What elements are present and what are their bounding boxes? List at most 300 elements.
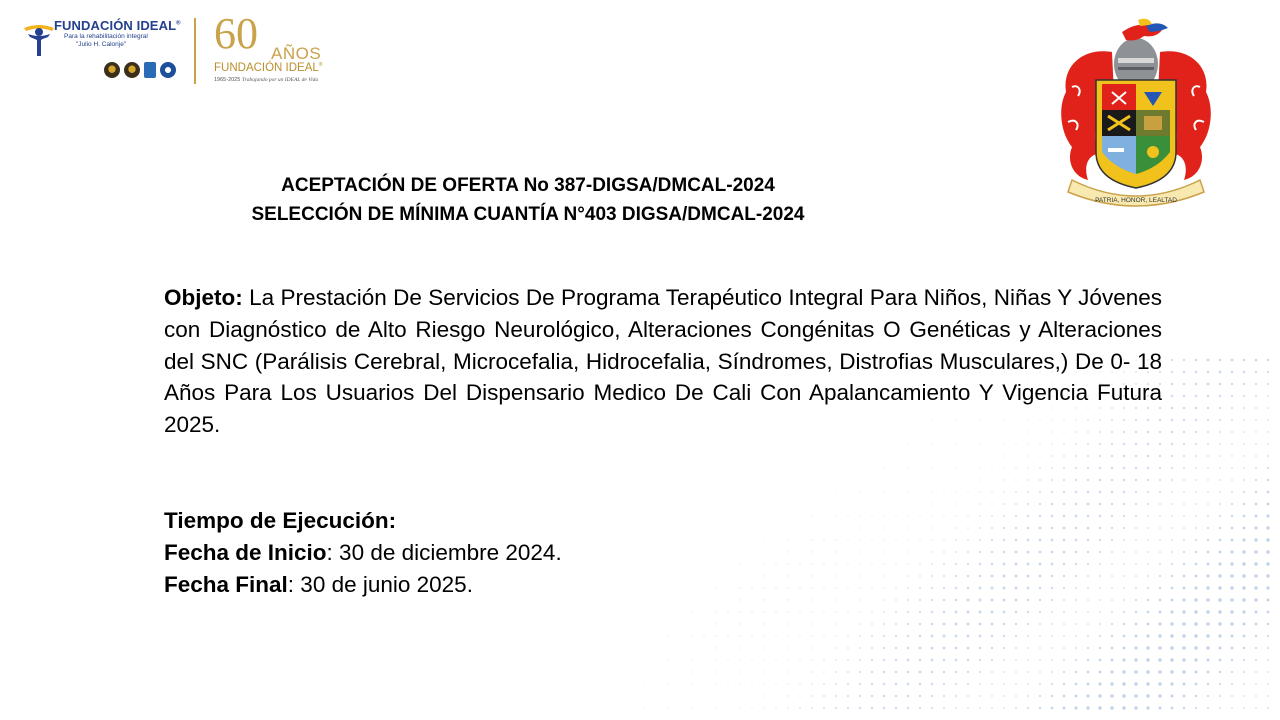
background-dot <box>667 647 668 648</box>
background-dot <box>1003 515 1005 517</box>
background-dot <box>1207 671 1210 674</box>
background-dot <box>907 623 909 625</box>
background-dot <box>847 515 848 516</box>
sixty-brand: FUNDACIÓN IDEAL® <box>214 62 323 74</box>
background-dot <box>1207 371 1210 374</box>
background-dot <box>1219 371 1222 374</box>
background-dot <box>787 551 788 552</box>
title-line-2: SELECCIÓN DE MÍNIMA CUANTÍA N°403 DIGSA/DMCAL-2024 <box>251 204 805 225</box>
background-dot <box>919 503 920 504</box>
background-dot <box>1111 659 1114 662</box>
background-dot <box>859 695 861 697</box>
background-dot <box>895 491 896 492</box>
background-dot <box>907 503 908 504</box>
background-dot <box>1003 575 1006 578</box>
background-dot <box>1219 551 1222 554</box>
background-dot <box>847 599 848 600</box>
background-dot <box>1266 586 1269 589</box>
background-dot <box>1255 671 1257 673</box>
background-dot <box>1075 563 1077 565</box>
background-dot <box>1039 515 1042 518</box>
background-dot <box>787 563 788 564</box>
background-dot <box>1146 694 1149 697</box>
background-dot <box>667 671 668 672</box>
background-dot <box>1158 670 1162 674</box>
background-dot <box>895 707 898 710</box>
background-dot <box>1063 623 1065 625</box>
background-dot <box>1242 610 1245 613</box>
background-dot <box>1147 599 1149 601</box>
background-dot <box>1147 587 1149 589</box>
background-dot <box>691 647 692 648</box>
background-dot <box>751 707 752 708</box>
background-dot <box>787 683 788 684</box>
background-dot <box>859 575 860 576</box>
background-dot <box>1146 646 1149 649</box>
background-dot <box>931 455 932 456</box>
background-dot <box>1231 383 1233 385</box>
background-dot <box>1075 587 1077 589</box>
background-dot <box>955 587 958 590</box>
background-dot <box>1243 707 1245 709</box>
background-dot <box>1027 503 1029 505</box>
background-dot <box>1098 682 1101 685</box>
background-dot <box>835 707 837 709</box>
fecha-inicio-value: : 30 de diciembre 2024. <box>326 539 562 565</box>
background-dot <box>1075 671 1077 673</box>
background-dot <box>1255 407 1257 409</box>
background-dot <box>871 539 872 540</box>
background-dot <box>1267 503 1270 506</box>
background-dot <box>1207 359 1210 362</box>
background-dot <box>1255 419 1257 421</box>
background-dot <box>1231 707 1233 709</box>
background-dot <box>1219 671 1221 673</box>
background-dot <box>931 635 934 638</box>
background-dot <box>967 647 970 650</box>
background-dot <box>835 515 836 516</box>
background-dot <box>1039 635 1041 637</box>
background-dot <box>703 635 704 636</box>
background-dot <box>895 503 896 504</box>
background-dot <box>823 527 824 528</box>
background-dot <box>1039 695 1041 697</box>
background-dot <box>1051 467 1053 469</box>
background-dot <box>739 635 740 636</box>
background-dot <box>1159 539 1161 541</box>
background-dot <box>1015 635 1017 637</box>
background-dot <box>991 611 994 614</box>
background-dot <box>1027 611 1029 613</box>
background-dot <box>811 575 812 576</box>
background-dot <box>1182 646 1186 650</box>
background-dot <box>1075 551 1077 553</box>
background-dot <box>703 647 704 648</box>
background-dot <box>1243 467 1245 469</box>
background-dot <box>1123 443 1125 445</box>
background-dot <box>859 551 860 552</box>
background-dot <box>1063 479 1065 481</box>
background-dot <box>859 527 860 528</box>
background-dot <box>1123 527 1125 529</box>
background-dot <box>1243 647 1245 649</box>
background-dot <box>811 623 812 624</box>
background-dot <box>1122 682 1126 686</box>
background-dot <box>715 635 716 636</box>
background-dot <box>1003 563 1006 566</box>
background-dot <box>1207 659 1210 662</box>
background-dot <box>1159 563 1161 565</box>
sixty-years-logo <box>208 9 338 88</box>
background-dot <box>1039 443 1040 444</box>
background-dot <box>847 671 849 673</box>
background-dot <box>1147 479 1149 481</box>
background-dot <box>1194 634 1198 638</box>
background-dot <box>1230 622 1233 625</box>
objeto-label: Objeto: <box>164 285 243 310</box>
background-dot <box>1134 658 1137 661</box>
background-dot <box>1111 551 1113 553</box>
background-dot <box>859 539 860 540</box>
background-dot <box>1171 515 1173 517</box>
background-dot <box>1111 527 1113 529</box>
background-dot <box>1219 455 1221 457</box>
background-dot <box>1123 515 1125 517</box>
background-dot <box>1147 455 1150 458</box>
background-dot <box>823 635 824 636</box>
background-dot <box>943 683 945 685</box>
background-dot <box>811 599 812 600</box>
background-dot <box>1003 635 1005 637</box>
background-dot <box>667 623 668 624</box>
background-dot <box>859 707 862 710</box>
background-dot <box>1231 635 1234 638</box>
background-dot <box>1135 551 1137 553</box>
background-dot <box>1230 562 1233 565</box>
background-dot <box>1231 443 1233 445</box>
background-dot <box>931 491 932 492</box>
background-dot <box>835 575 836 576</box>
background-dot <box>967 479 968 480</box>
background-dot <box>1039 479 1041 481</box>
background-dot <box>1135 503 1137 505</box>
background-dot <box>955 695 957 697</box>
background-dot <box>691 683 692 684</box>
background-dot <box>1170 682 1173 685</box>
background-dot <box>1123 575 1125 577</box>
background-dot <box>931 647 934 650</box>
background-dot <box>1075 515 1078 518</box>
background-dot <box>1231 647 1234 650</box>
background-dot <box>1063 659 1065 661</box>
background-dot <box>919 527 920 528</box>
background-dot <box>727 707 728 708</box>
background-dot <box>811 635 812 636</box>
background-dot <box>1015 647 1017 649</box>
background-dot <box>775 707 776 708</box>
background-dot <box>667 659 668 660</box>
background-dot <box>979 527 981 529</box>
background-dot <box>1027 443 1028 444</box>
background-dot <box>991 503 993 505</box>
background-dot <box>1219 527 1221 529</box>
background-dot <box>1255 359 1258 362</box>
background-dot <box>967 611 970 614</box>
background-dot <box>1027 683 1029 685</box>
background-dot <box>1087 455 1089 457</box>
background-dot <box>1015 695 1017 697</box>
background-dot <box>1171 371 1173 373</box>
background-dot <box>931 611 934 614</box>
background-dot <box>1110 682 1113 685</box>
background-dot <box>1123 623 1125 625</box>
background-dot <box>1183 551 1185 553</box>
background-dot <box>967 515 968 516</box>
background-dot <box>859 623 861 625</box>
background-dot <box>1207 407 1209 409</box>
background-dot <box>919 599 921 601</box>
background-dot <box>1195 407 1198 410</box>
background-dot <box>871 707 874 710</box>
background-dot <box>835 635 836 636</box>
background-dot <box>1171 695 1174 698</box>
background-dot <box>823 611 824 612</box>
background-dot <box>919 515 920 516</box>
background-dot <box>931 443 932 444</box>
background-dot <box>1015 539 1018 542</box>
background-dot <box>979 551 981 553</box>
background-dot <box>1206 598 1210 602</box>
background-dot <box>943 695 945 697</box>
background-dot <box>1146 634 1149 637</box>
background-dot <box>679 671 680 672</box>
background-dot <box>1218 622 1221 625</box>
background-dot <box>1230 574 1234 578</box>
background-dot <box>943 491 944 492</box>
background-dot <box>955 647 958 650</box>
background-dot <box>1219 443 1221 445</box>
background-dot <box>1243 443 1244 444</box>
background-dot <box>1110 670 1113 673</box>
background-dot <box>1219 539 1222 542</box>
background-dot <box>1159 575 1161 577</box>
background-dot <box>1243 479 1245 481</box>
background-dot <box>895 623 897 625</box>
background-dot <box>1158 682 1161 685</box>
fecha-final-value: : 30 de junio 2025. <box>287 571 473 597</box>
fundacion-ideal-subtitle: Para la rehabilitación integral <box>64 33 148 40</box>
background-dot <box>1159 443 1161 445</box>
background-dot <box>1063 599 1065 601</box>
background-dot <box>1063 467 1065 469</box>
background-dot <box>763 623 764 624</box>
background-dot <box>1194 598 1197 601</box>
background-dot <box>1003 659 1005 661</box>
background-dot <box>739 707 740 708</box>
background-dot <box>1111 455 1114 458</box>
background-dot <box>715 623 716 624</box>
background-dot <box>775 587 776 588</box>
background-dot <box>1195 395 1198 398</box>
background-dot <box>1207 395 1210 398</box>
background-dot <box>1195 695 1197 697</box>
background-dot <box>1183 395 1186 398</box>
background-dot <box>1087 659 1089 661</box>
background-dot <box>859 515 860 516</box>
background-dot <box>1230 586 1234 590</box>
background-dot <box>691 659 692 660</box>
background-dot <box>1255 395 1257 397</box>
background-dot <box>763 695 764 696</box>
background-dot <box>907 467 908 468</box>
background-dot <box>1243 527 1246 530</box>
background-dot <box>1207 431 1209 433</box>
background-dot <box>1135 491 1137 493</box>
background-dot <box>1099 467 1102 470</box>
background-dot <box>727 647 728 648</box>
background-dot <box>1183 407 1186 410</box>
background-dot <box>907 683 910 686</box>
background-dot <box>1195 419 1197 421</box>
background-dot <box>1147 515 1149 517</box>
background-dot <box>811 671 812 672</box>
background-dot <box>1171 443 1173 445</box>
background-dot <box>703 683 704 684</box>
background-dot <box>1206 646 1209 649</box>
background-dot <box>931 575 933 577</box>
background-dot <box>763 647 764 648</box>
background-dot <box>1206 610 1210 614</box>
background-dot <box>991 623 994 626</box>
background-dot <box>1063 587 1065 589</box>
background-dot <box>1195 455 1197 457</box>
background-dot <box>991 575 994 578</box>
background-dot <box>799 539 800 540</box>
background-dot <box>691 695 692 696</box>
background-dot <box>1146 658 1150 662</box>
background-dot <box>1195 467 1197 469</box>
background-dot <box>1123 455 1126 458</box>
background-dot <box>1135 455 1138 458</box>
certification-badge-icon <box>124 62 140 78</box>
background-dot <box>751 671 752 672</box>
background-dot <box>1063 635 1065 637</box>
background-dot <box>1255 467 1257 469</box>
background-dot <box>811 551 812 552</box>
background-dot <box>931 467 932 468</box>
background-dot <box>1182 670 1185 673</box>
background-dot <box>991 515 993 517</box>
background-dot <box>1003 671 1005 673</box>
background-dot <box>955 563 957 565</box>
background-dot <box>907 455 908 456</box>
background-dot <box>1015 551 1018 554</box>
background-dot <box>895 599 897 601</box>
background-dot <box>1099 503 1102 506</box>
background-dot <box>919 587 921 589</box>
background-dot <box>1183 683 1186 686</box>
background-dot <box>847 491 848 492</box>
background-dot <box>1086 694 1089 697</box>
background-dot <box>715 647 716 648</box>
background-dot <box>871 551 872 552</box>
sixty-tagline: 1965-2025 Trabajando por un IDEAL de Vida <box>214 77 319 83</box>
sixty-number: 60 <box>214 9 258 58</box>
background-dot <box>1267 467 1269 469</box>
background-dot <box>787 599 788 600</box>
background-dot <box>1075 527 1078 530</box>
background-dot <box>739 611 740 612</box>
background-dot <box>847 527 848 528</box>
background-dot <box>1147 575 1149 577</box>
background-dot <box>1231 479 1233 481</box>
background-dot <box>991 443 992 444</box>
background-dot <box>1051 479 1053 481</box>
background-dot <box>1087 443 1089 445</box>
background-dot <box>1051 455 1053 457</box>
background-dot <box>1015 491 1017 493</box>
background-dot <box>799 647 800 648</box>
background-dot <box>1207 383 1210 386</box>
background-dot <box>1039 503 1041 505</box>
background-dot <box>1195 707 1197 709</box>
background-dot <box>1231 371 1234 374</box>
background-dot <box>679 647 680 648</box>
background-dot <box>967 539 969 541</box>
background-dot <box>787 587 788 588</box>
background-dot <box>1099 587 1101 589</box>
background-dot <box>1015 575 1018 578</box>
background-dot <box>871 587 872 588</box>
background-dot <box>895 539 896 540</box>
background-dot <box>871 671 873 673</box>
background-dot <box>895 683 898 686</box>
background-dot <box>967 443 968 444</box>
background-dot <box>1075 491 1078 494</box>
background-dot <box>895 635 897 637</box>
background-dot <box>1183 479 1185 481</box>
background-dot <box>895 563 896 564</box>
background-dot <box>1051 551 1054 554</box>
background-dot <box>919 551 920 552</box>
background-dot <box>907 479 908 480</box>
background-dot <box>1099 599 1101 601</box>
background-dot <box>883 599 885 601</box>
background-dot <box>1027 515 1029 517</box>
background-dot <box>1267 371 1269 373</box>
background-dot <box>1027 563 1030 566</box>
background-dot <box>1195 443 1197 445</box>
background-dot <box>835 647 836 648</box>
background-dot <box>1051 599 1053 601</box>
background-dot <box>1027 527 1030 530</box>
background-dot <box>655 647 656 648</box>
background-dot <box>979 659 981 661</box>
background-dot <box>1099 527 1101 529</box>
background-dot <box>1027 479 1029 481</box>
background-dot <box>943 575 945 577</box>
background-dot <box>1171 503 1173 505</box>
background-dot <box>1039 455 1041 457</box>
background-dot <box>787 635 788 636</box>
background-dot <box>1111 515 1113 517</box>
background-dot <box>1003 587 1006 590</box>
background-dot <box>991 491 992 492</box>
background-dot <box>1075 503 1078 506</box>
background-dot <box>1075 539 1078 542</box>
background-dot <box>931 623 934 626</box>
background-dot <box>979 587 982 590</box>
